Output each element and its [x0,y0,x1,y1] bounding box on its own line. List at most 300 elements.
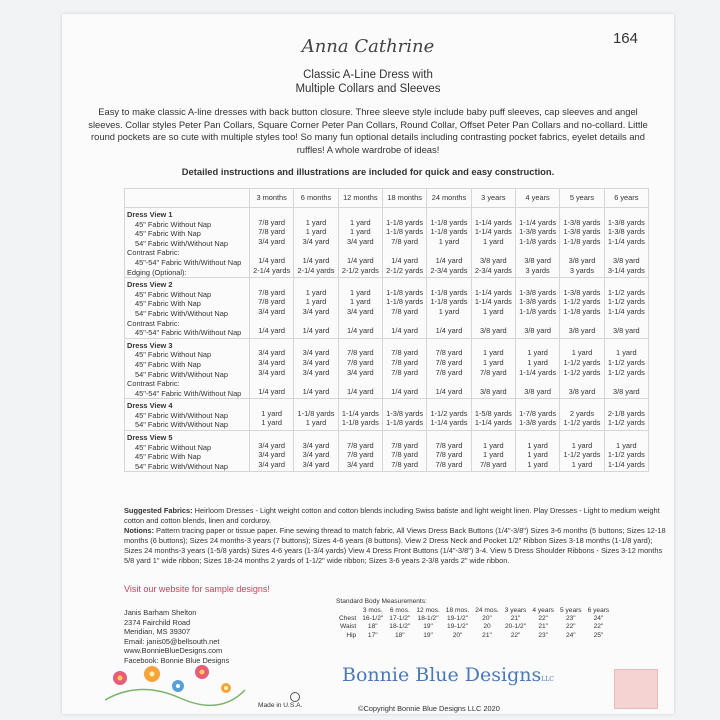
measurement-value: 22" [565,623,576,631]
cell-spacer [562,278,601,288]
yardage-cell [250,338,294,399]
yardage-value: 1-1/8 yards [563,236,601,246]
yardage-value: 1-1/4 yards [474,227,512,237]
yardage-value: 1 yard [571,348,593,358]
yardage-value: 1-1/2 yards [607,367,645,377]
yardage-value: 1-3/8 yards [519,227,557,237]
cell-spacer [385,208,424,218]
cell-spacer [385,339,424,349]
measurement-value: 22" [593,623,604,631]
page-number: 164 [612,30,638,47]
dress-view-row [125,208,649,278]
yardage-value: 1-3/8 yards [607,217,645,227]
view-name: Dress View 1 [127,210,173,219]
cell-spacer [252,208,291,218]
yardage-value: 1-1/4 yards [607,306,645,316]
cell-spacer [385,399,424,409]
yardage-value: 3-1/4 yards [607,265,645,275]
fabric-label: 45" Fabric With Nap [135,229,201,239]
cell-spacer [607,339,646,349]
yardage-value [562,317,601,327]
cell-spacer [429,431,468,441]
yardage-value: 1-1/8 yards [341,418,379,428]
measurement-value: 19" [423,623,433,631]
cell-spacer [252,278,291,288]
yardage-value [341,246,380,256]
made-in-label: Made in U.S.A. [258,702,303,709]
yardage-value: 1/4 yard [258,386,286,396]
suggested-fabrics [124,506,669,526]
yardage-value: 1 yard [438,306,460,316]
suggested-fabrics-text: Heirloom Dresses - Light weight cotton and cotton blends including Swiss batiste and light weight linen. Play Dresses - Light to medium weight cotton and cotton blends, linen and corduroy. [124,506,660,525]
yardage-value: 3/4 yard [302,348,330,358]
yardage-value: 1 yard [483,450,504,460]
measurement-value: 17" [367,631,378,639]
yardage-cell [471,431,515,472]
measurement-value: 24" [593,615,604,623]
yardage-value [296,246,335,256]
size-header: 12 months [338,189,382,208]
yardage-cell [250,431,294,472]
yardage-value: 3/8 yard [568,326,596,336]
yardage-value: 7/8 yard [435,440,463,450]
yardage-value: 7/8 yard [391,357,418,367]
measurement-value: 18-1/2" [417,615,439,623]
cell-spacer [607,399,646,409]
yardage-value: 1 yard [438,236,460,246]
yardage-value: 1-3/8 yards [563,227,601,237]
yardage-value: 1 yard [261,418,282,428]
yardage-value: 1/4 yard [391,386,418,396]
measurement-size-header: 6 mos. [389,607,410,614]
yardage-value [518,246,557,256]
body-measurements [336,598,612,640]
view-name: Dress View 4 [127,401,173,411]
measurement-value: 20" [452,631,463,639]
yardage-value: 1 yard [305,217,327,227]
measurement-row [336,615,612,623]
yardage-cell [250,208,294,278]
cell-spacer [562,431,601,441]
yardage-value [562,377,601,387]
measurement-row [336,623,612,631]
yardage-value [607,377,646,387]
yardage-value: 1 yard [527,450,548,460]
yardage-value: 1-1/8 yards [386,287,424,297]
yardage-cell [560,208,604,278]
yardage-cell [338,278,382,339]
view-name: Dress View 5 [127,433,173,443]
yardage-cell [560,399,604,431]
fabric-label: Contrast Fabric: [127,379,180,389]
yardage-value: 7/8 yard [258,287,286,297]
yardage-value: 7/8 yard [346,440,374,450]
flower-decoration-icon [100,660,250,710]
yardage-value: 7/8 yard [391,440,418,450]
yardage-value: 7/8 yard [479,459,507,469]
yardage-value: 7/8 yard [346,357,374,367]
yardage-value [429,317,468,327]
yardage-body [125,208,649,472]
view-labels [125,399,250,431]
yardage-value [562,246,601,256]
yardage-value: 1/4 yard [302,326,330,336]
yardage-value: 1 yard [483,357,504,367]
yardage-value: 1-3/8 yards [519,287,557,297]
measurement-value: 19-1/2" [447,623,469,631]
yardage-cell [250,399,294,431]
measurement-value: 23" [565,615,576,623]
yardage-value: 1-3/8 yards [607,227,645,237]
address-line: Janis Barham Shelton [124,608,197,617]
measurement-row [336,632,612,640]
yardage-cell [604,278,648,339]
view-labels [125,278,250,339]
yardage-cell [604,338,648,399]
address-line: Email: janis05@bellsouth.net [124,636,220,646]
measurements-header-row [336,607,612,615]
yardage-cell [427,338,471,399]
measurement-label: Waist [339,623,357,631]
yardage-value: 1-1/2 yards [563,450,601,460]
yardage-value: 1-1/8 yards [430,287,468,297]
yardage-value: 1-1/4 yards [341,408,379,418]
cell-spacer [429,339,468,349]
yardage-value: 7/8 yard [346,348,374,358]
yardage-value: 1 yard [571,440,593,450]
measurement-value: 25" [593,631,604,639]
measurement-value: 21" [538,623,549,631]
yardage-cell [338,208,382,278]
yardage-value: 1-1/8 yards [386,297,424,307]
yardage-cell [471,278,515,339]
yardage-cell [294,338,338,399]
yardage-value: 1 yard [527,357,548,367]
yardage-value [341,377,380,387]
fabric-label: 45"-54" Fabric With/Without Nap [135,257,242,267]
yardage-value: 1-1/2 yards [563,357,601,367]
yardage-value [518,377,557,387]
header-corner [125,189,250,208]
yardage-value: 3/4 yard [302,459,330,469]
fabric-label: 45" Fabric Without Nap [135,442,212,452]
yardage-value: 3/4 yard [302,236,330,246]
measurement-value: 23" [538,631,549,639]
yardage-value [474,377,513,387]
pattern-title: Anna Cathrine [301,36,435,57]
pattern-description: Easy to make classic A-line dresses with back button closure. Three sleeve style include baby puff sleeves, cap sleeves and angel sleeves. Collar styles Peter Pan Collars, Square Corner Peter Pan Collars, Round Collar, Offset Peter Pan Collars and no-collard. Little round pockets are so cute with multiple styles too! So many fun optional details including contrasting pocket fabrics, eyelet details and ruffles! A whole wardrobe of ideas! [88,106,648,155]
cell-spacer [296,399,335,409]
measurement-value: 18" [367,623,378,631]
yardage-value: 1/4 yard [346,255,374,265]
yardage-value [296,317,335,327]
yardage-value: 1-1/4 yards [474,418,512,428]
fabric-label: 45" Fabric Without Nap [135,289,212,299]
yardage-value: 1-1/8 yards [430,297,468,307]
brand-emblem-icon [614,669,658,709]
yardage-cell [427,278,471,339]
yardage-cell [427,431,471,472]
yardage-value: 3/8 yard [479,255,507,265]
cell-spacer [474,431,513,441]
yardage-value: 7/8 yard [479,367,507,377]
yardage-value: 3/4 yard [302,440,330,450]
cell-spacer [429,399,468,409]
size-header: 4 years [515,189,559,208]
brand-suffix: LLC [541,676,554,683]
measurements-corner [336,607,359,615]
yardage-value: 3/4 yard [258,440,286,450]
yardage-value: 1-5/8 yards [474,408,512,418]
size-header: 3 years [471,189,515,208]
measurement-size-header: 5 years [559,607,582,614]
subtitle-line: Multiple Collars and Sleeves [295,83,441,95]
yardage-value: 2-1/8 yards [607,408,645,418]
yardage-value: 1-1/2 yards [607,287,645,297]
yardage-value: 3/4 yard [258,306,286,316]
yardage-cell [560,278,604,339]
cell-spacer [518,431,557,441]
yardage-value: 1-1/4 yards [474,297,512,307]
fabric-label: 54" Fabric With/Without Nap [135,369,228,379]
yardage-cell [515,278,559,339]
measurement-size-header: 12 mos. [416,607,440,614]
cell-spacer [296,278,335,288]
measurement-value: 16-1/2" [362,615,384,623]
yardage-value: 1-1/2 yards [563,297,601,307]
size-header: 5 years [560,189,604,208]
yardage-value [518,317,557,327]
cell-spacer [252,339,291,349]
yardage-value: 1/4 yard [435,386,463,396]
yardage-value [252,377,291,387]
fabric-label: 54" Fabric With/Without Nap [135,238,228,248]
size-header: 18 months [382,189,426,208]
yardage-value: 1 yard [350,297,371,307]
measurements-body [336,607,612,640]
yardage-value: 3/4 yard [302,367,330,377]
measurement-value: 19-1/2" [447,615,469,623]
yardage-value: 2-3/4 yards [430,265,468,275]
yardage-cell [515,208,559,278]
yardage-value: 1 yard [527,459,548,469]
yardage-value: 3/4 yard [258,459,286,469]
yardage-value: 3/8 yard [524,255,551,265]
measurement-value: 22" [538,615,549,623]
yardage-value: 7/8 yard [391,236,418,246]
yardage-value: 3/8 yard [568,255,596,265]
cell-spacer [296,208,335,218]
yardage-cell [294,208,338,278]
yardage-cell [382,338,426,399]
yardage-value: 2-1/2 yards [341,265,379,275]
pattern-back-page [62,14,674,714]
yardage-value: 1-1/8 yards [430,227,468,237]
yardage-value: 7/8 yard [391,348,418,358]
yardage-value: 1/4 yard [435,326,463,336]
yardage-value: 2-3/4 yards [474,265,512,275]
measurement-value: 20 [483,623,491,631]
yardage-value: 1 yard [527,348,548,358]
yardage-value: 1-3/8 yards [519,297,557,307]
visit-website-text: Visit our website for sample designs! [124,584,270,594]
yardage-value: 1-1/2 yards [430,408,468,418]
yardage-cell [427,399,471,431]
yardage-value: 3/4 yard [258,348,286,358]
yardage-value: 7/8 yard [391,450,418,460]
yardage-value [252,317,291,327]
measurement-size-header: 3 years [504,607,527,614]
subtitle-line: Classic A-Line Dress with [303,69,433,81]
view-labels [125,208,250,278]
cell-spacer [562,399,601,409]
fabric-label: 54" Fabric With/Without Nap [135,420,228,430]
yardage-value: 3/8 yard [524,386,551,396]
yardage-cell [471,208,515,278]
yardage-cell [427,208,471,278]
yardage-value: 7/8 yard [346,450,374,460]
yardage-value: 7/8 yard [258,297,286,307]
yardage-value: 1/4 yard [302,386,330,396]
cell-spacer [429,208,468,218]
yardage-value: 1-1/2 yards [607,450,645,460]
yardage-cell [604,208,648,278]
yardage-value: 1-1/4 yards [474,217,512,227]
cell-spacer [518,278,557,288]
yardage-cell [382,431,426,472]
instructions-note: Detailed instructions and illustrations are included for quick and easy construction. [181,166,555,177]
yardage-cell [471,338,515,399]
yardage-value: 1 yard [527,440,548,450]
yardage-value: 1-1/4 yards [607,459,645,469]
cell-spacer [341,339,380,349]
yardage-cell [338,431,382,472]
yardage-value: 3/8 yard [479,326,507,336]
yardage-value: 1/4 yard [258,255,286,265]
yardage-value: 2-1/4 yards [297,265,335,275]
fabrics-and-notions [124,506,669,566]
yardage-value: 1 yard [261,408,282,418]
yardage-cell [294,278,338,339]
yardage-value: 1 yard [616,440,637,450]
yardage-value: 7/8 yard [391,367,418,377]
yardage-value: 3/4 yard [258,450,286,460]
view-labels [125,431,250,472]
yardage-value: 3/8 yard [568,386,596,396]
yardage-value: 3/8 yard [479,386,507,396]
fabric-label: 54" Fabric With/Without Nap [135,461,228,471]
yardage-value: 2-1/2 yards [386,265,424,275]
yardage-cell [294,431,338,472]
view-labels [125,338,250,399]
view-name: Dress View 2 [127,280,173,290]
yardage-value: 3/4 yard [346,236,374,246]
fabric-label: 54" Fabric With/Without Nap [135,308,228,318]
yardage-cell [382,208,426,278]
yardage-cell [515,399,559,431]
cell-spacer [562,208,601,218]
yardage-value: 3/8 yard [612,386,640,396]
cell-spacer [341,278,380,288]
yardage-value: 3/4 yard [346,306,374,316]
yardage-value: 1-1/4 yards [607,236,645,246]
size-header: 6 months [294,189,338,208]
address-line: Meridian, MS 39307 [124,627,191,637]
yardage-value: 3/8 yard [612,326,640,336]
yardage-value: 1/4 yard [435,255,463,265]
yardage-value: 1-1/4 yards [430,418,468,428]
yardage-value: 1-1/8 yards [386,418,424,428]
yardage-value: 1-3/8 yards [563,217,601,227]
cell-spacer [429,278,468,288]
yardage-value: 3/4 yard [302,450,330,460]
measurement-value: 20-1/2" [505,623,527,631]
yardage-value: 1 yard [483,236,504,246]
cell-spacer [474,399,513,409]
yardage-value: 1-1/8 yards [386,217,424,227]
yardage-value: 1-1/8 yards [519,236,557,246]
measurement-value: 19" [423,631,433,639]
address-line: Facebook: Bonnie Blue Designs [124,655,230,665]
yardage-value: 7/8 yard [391,306,418,316]
yardage-value: 1-1/2 yards [563,418,601,428]
yardage-value [385,317,424,327]
cell-spacer [518,208,557,218]
copyright: ©Copyright Bonnie Blue Designs LLC 2020 [358,704,500,713]
measurements-title: Standard Body Measurements: [336,598,427,605]
yardage-value: 1-1/2 yards [607,357,645,367]
yardage-value: 7/8 yard [258,217,286,227]
yardage-value [607,317,646,327]
dress-view-row [125,399,649,431]
yardage-cell [515,431,559,472]
yardage-value: 1 yard [483,306,504,316]
cell-spacer [474,278,513,288]
size-header: 3 months [250,189,294,208]
yardage-value: 2-1/4 yards [253,265,291,275]
yardage-value: 1-1/4 yards [519,367,557,377]
yardage-value: 1 yard [571,459,593,469]
fabric-label: 45"-54" Fabric With/Without Nap [135,388,242,398]
cell-spacer [252,399,291,409]
cell-spacer [607,431,646,441]
yardage-value: 7/8 yard [258,227,286,237]
cell-spacer [518,399,557,409]
cell-spacer [341,208,380,218]
address-line: 2374 Fairchild Road [124,617,191,627]
yardage-value: 3/4 yard [258,236,286,246]
view-name: Dress View 3 [127,340,173,350]
yardage-value: 1-1/4 yards [474,287,512,297]
fabric-label: 45" Fabric Without Nap [135,219,212,229]
yardage-value: 1/4 yard [258,326,286,336]
fabric-label: Edging (Optional): [127,267,187,277]
yardage-value: 1-1/2 yards [607,418,645,428]
fabric-label: 45"-54" Fabric With/Without Nap [135,328,242,338]
measurement-value: 18" [394,631,405,639]
yardage-value: 1-1/8 yards [297,408,335,418]
yardage-value: 2 yards [569,408,595,418]
yardage-cell [471,399,515,431]
yardage-cell [604,399,648,431]
cell-spacer [562,339,601,349]
address-line: www.BonnieBlueDesigns.com [124,646,223,656]
size-header-row [125,189,649,208]
usa-badge-icon [290,692,300,702]
dress-view-row [125,431,649,472]
yardage-value: 1-3/8 yards [563,287,601,297]
yardage-table [124,188,649,472]
